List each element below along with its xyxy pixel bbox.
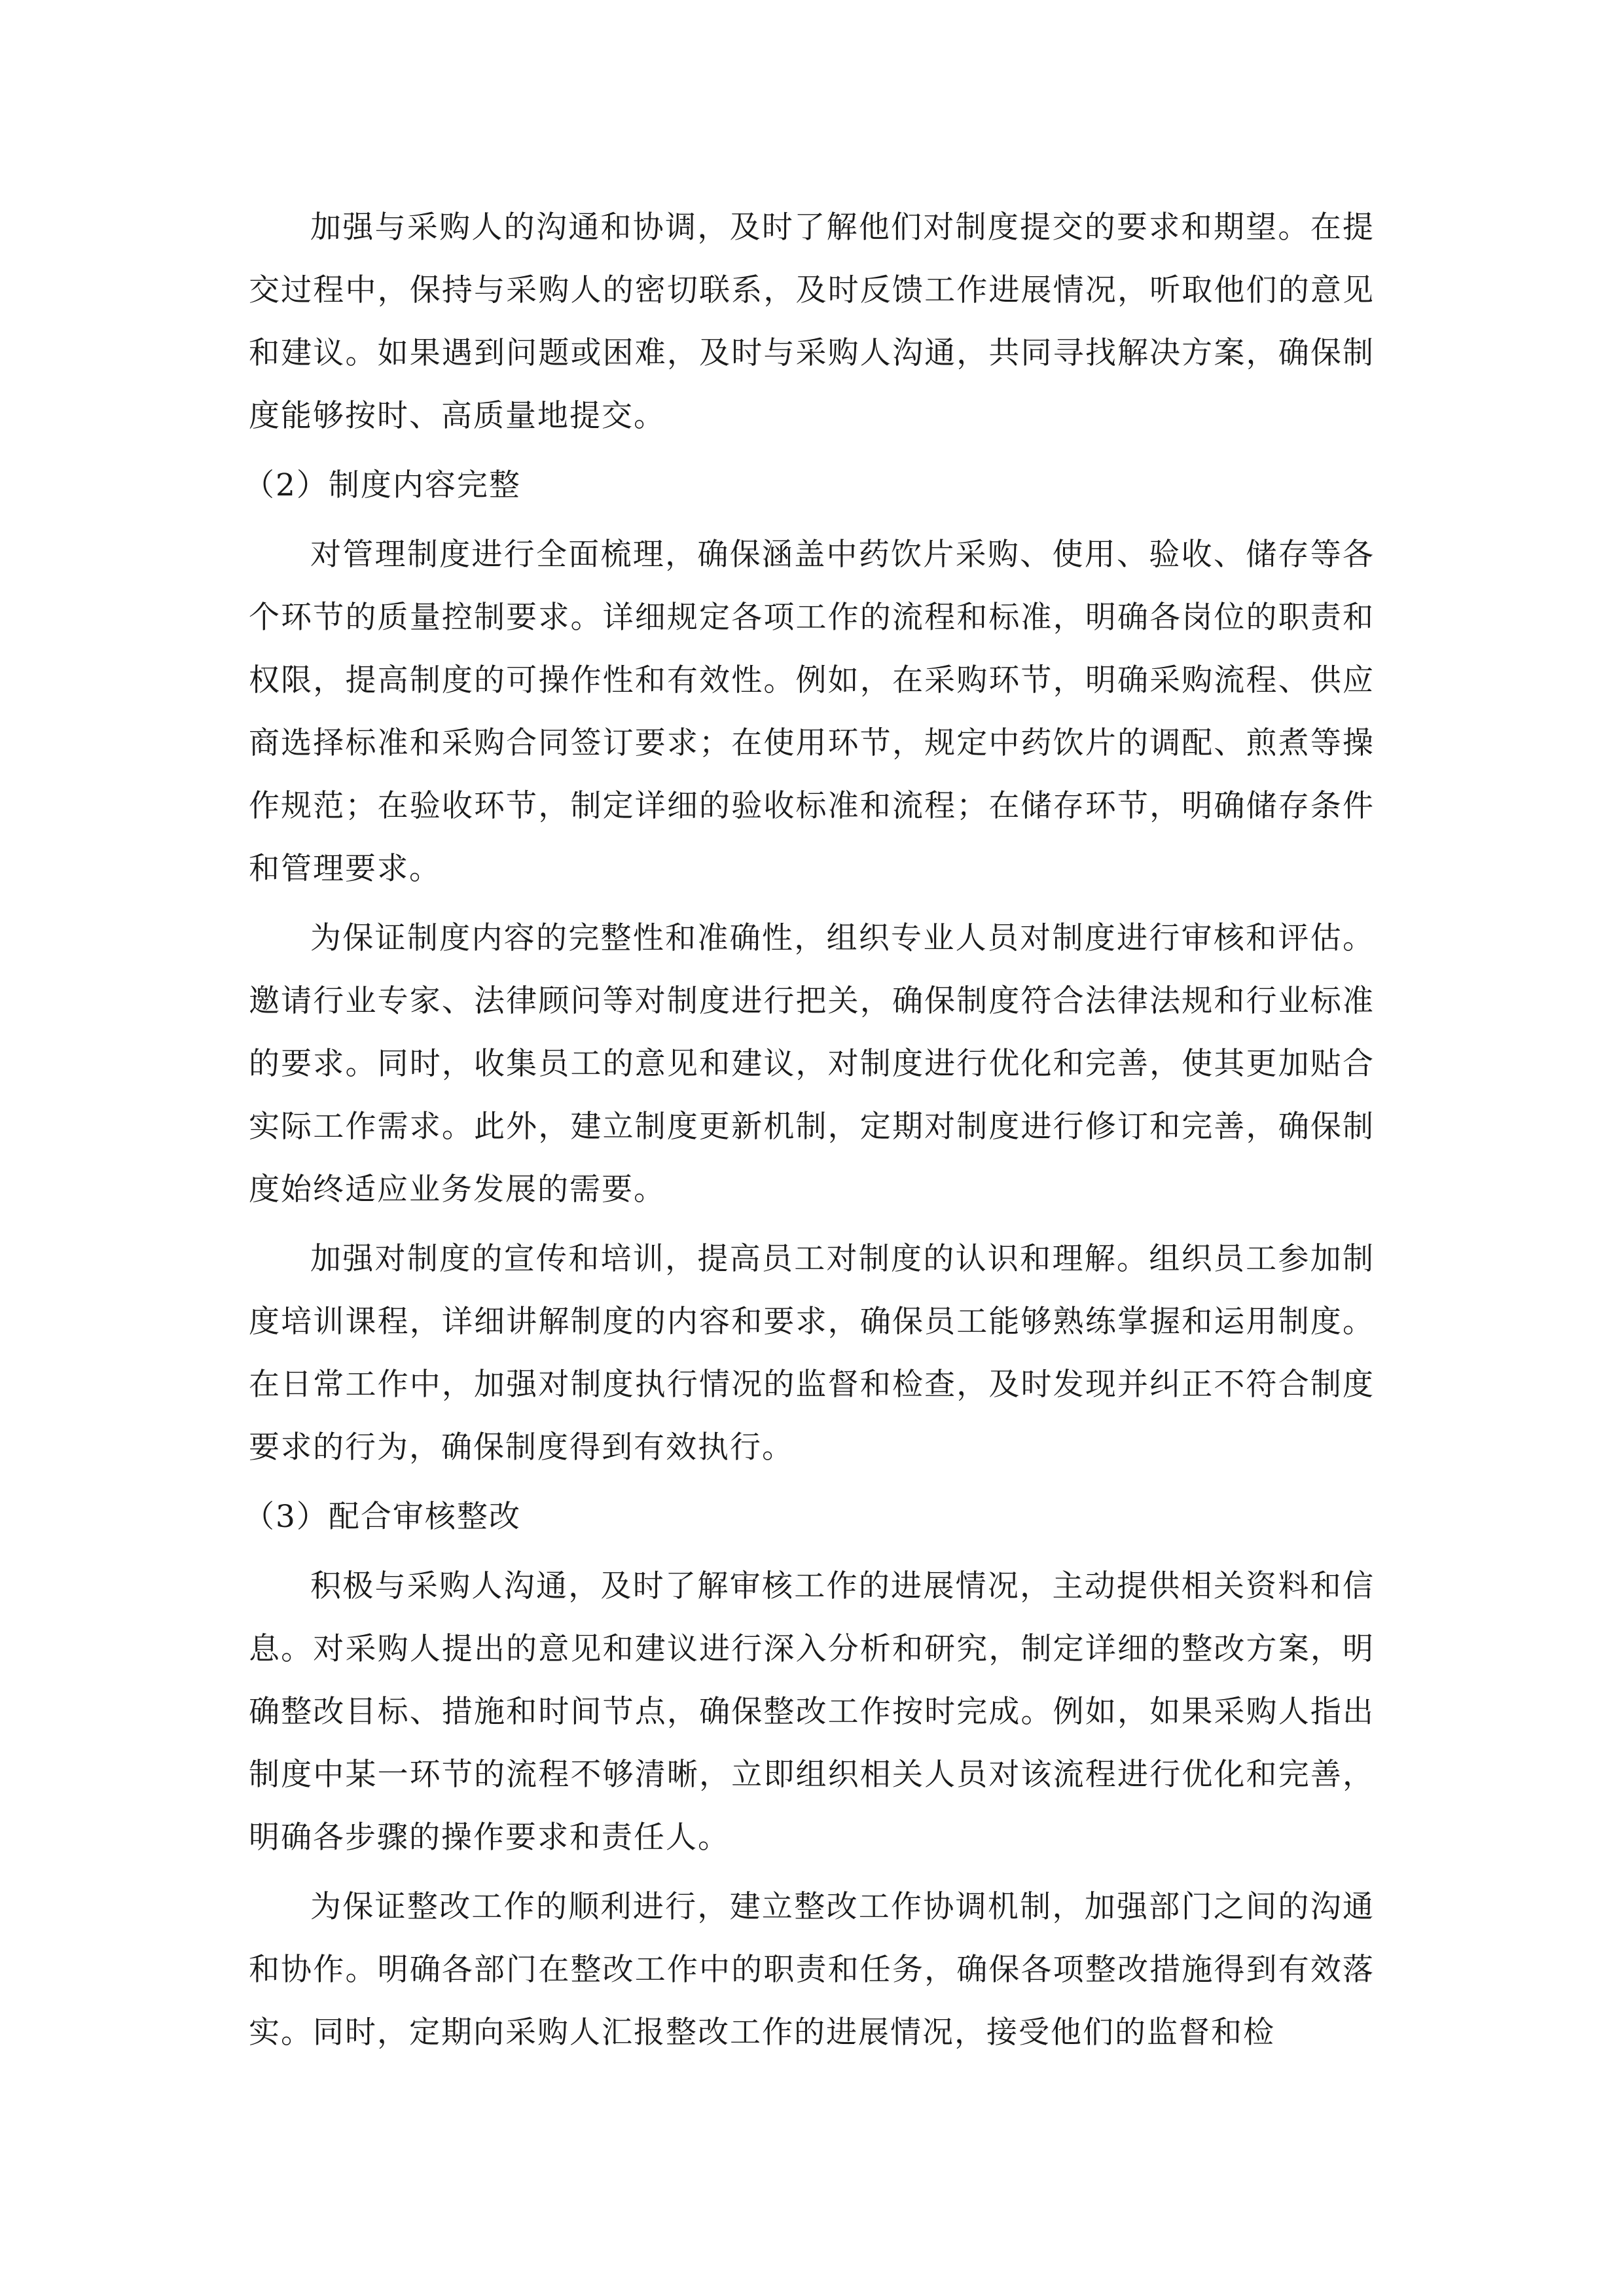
paragraph-system-review: 对管理制度进行全面梳理，确保涵盖中药饮片采购、使用、验收、储存等各个环节的质量控制要求。详细规定各项工作的流程和标准，明确各岗位的职责和权限，提高制度的可操作性和有效性。例如，在采购环节，明确采购流程、供应商选择标准和采购合同签订要求；在使用环节，规定中药饮片的调配、煎煮等操作规范；在验收环节，制定详细的验收标准和流程；在储存环节，明确储存条件和管理要求。	[249, 537, 1375, 887]
paragraph-audit-cooperation: 积极与采购人沟通，及时了解审核工作的进展情况，主动提供相关资料和信息。对采购人提出的意见和建议进行深入分析和研究，制定详细的整改方案，明确整改目标、措施和时间节点，确保整改工作按时完成。例如，如果采购人指出制度中某一环节的流程不够清晰，立即组织相关人员对该流程进行优化和完善，明确各步骤的操作要求和责任人。	[249, 1568, 1375, 1856]
document-body	[244, 196, 1375, 2071]
paragraph-training: 加强对制度的宣传和培训，提高员工对制度的认识和理解。组织员工参加制度培训课程，详细讲解制度的内容和要求，确保员工能够熟练掌握和运用制度。在日常工作中，加强对制度执行情况的监督和检查，及时发现并纠正不符合制度要求的行为，确保制度得到有效执行。	[249, 1241, 1375, 1465]
section-heading-2: （2）制度内容完整	[244, 467, 521, 503]
section-heading-3: （3）配合审核整改	[244, 1499, 521, 1535]
paragraph-completeness: 为保证制度内容的完整性和准确性，组织专业人员对制度进行审核和评估。邀请行业专家、法律顾问等对制度进行把关，确保制度符合法律法规和行业标准的要求。同时，收集员工的意见和建议，对制度进行优化和完善，使其更加贴合实际工作需求。此外，建立制度更新机制，定期对制度进行修订和完善，确保制度始终适应业务发展的需要。	[249, 920, 1375, 1208]
paragraph-rectification: 为保证整改工作的顺利进行，建立整改工作协调机制，加强部门之间的沟通和协作。明确各部门在整改工作中的职责和任务，确保各项整改措施得到有效落实。同时，定期向采购人汇报整改工作的进展情况，接受他们的监督和检	[249, 1889, 1375, 2051]
paragraph-communication: 加强与采购人的沟通和协调，及时了解他们对制度提交的要求和期望。在提交过程中，保持与采购人的密切联系，及时反馈工作进展情况，听取他们的意见和建议。如果遇到问题或困难，及时与采购人沟通，共同寻找解决方案，确保制度能够按时、高质量地提交。	[249, 209, 1375, 434]
